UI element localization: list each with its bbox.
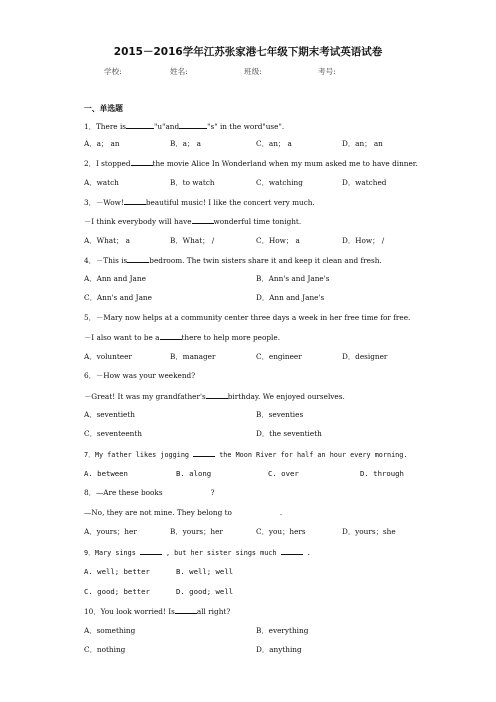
- answer-blank: [131, 158, 153, 166]
- name-label: 姓名:: [170, 67, 188, 76]
- q5-option-c: C．engineer: [256, 352, 302, 361]
- answer-blank: [124, 197, 146, 205]
- question-10: 10．You look worried! Is all right?: [84, 607, 231, 616]
- q1-option-d: D．an； an: [342, 139, 383, 148]
- q9-option-c: C. good; better: [84, 587, 150, 596]
- q3-option-b: B．What； /: [170, 236, 215, 245]
- question-7: 7．My father likes jogging the Moon River for half an hour every morning.: [84, 451, 408, 459]
- q7-option-b: B. along: [176, 469, 212, 478]
- q5-option-b: B．manager: [170, 352, 216, 361]
- q6-option-a: A．seventieth: [84, 410, 135, 419]
- q9-option-d: D. good; well: [176, 587, 234, 596]
- question-1: 1．There is "u"and "s" in the word"use".: [84, 122, 285, 131]
- q8-option-c: C．you；hers: [256, 527, 306, 536]
- q4-option-d: D．Ann and Jane's: [256, 293, 325, 302]
- answer-blank: [175, 606, 197, 614]
- q6-option-c: C．seventeenth: [84, 429, 142, 438]
- number-label: 考号:: [318, 67, 336, 76]
- q7-option-d: D. through: [360, 469, 404, 478]
- q3-option-a: A．What； a: [84, 236, 131, 245]
- answer-blank: [126, 121, 154, 129]
- answer-blank: [193, 449, 215, 457]
- q4-option-c: C．Ann's and Jane: [84, 293, 152, 302]
- q2-option-b: B．to watch: [170, 178, 215, 187]
- answer-blank: [192, 216, 214, 224]
- q1-option-a: A．a； an: [84, 139, 120, 148]
- q7-option-a: A. between: [84, 469, 128, 478]
- class-label: 班级:: [244, 67, 262, 76]
- q6-option-d: D．the seventieth: [256, 429, 322, 438]
- answer-blank: [179, 121, 207, 129]
- q10-option-a: A．something: [84, 626, 136, 635]
- q5-option-d: D．designer: [342, 352, 388, 361]
- page-title: 2015－2016学年江苏张家港七年级下期末考试英语试卷: [113, 46, 383, 58]
- q9-option-b: B. well; well: [176, 567, 234, 576]
- question-5-line2: －I also want to be a there to help more people.: [84, 333, 281, 342]
- q8-option-b: B．yours；her: [170, 527, 223, 536]
- question-6-line2: －Great! It was my grandfather's birthday. We enjoyed ourselves.: [84, 392, 345, 401]
- section-heading: 一、单选题: [84, 104, 123, 113]
- q2-option-a: A．watch: [84, 178, 119, 187]
- q1-option-b: B．a； a: [170, 139, 201, 148]
- question-8-line2: —No, they are not mine. They belong to .: [84, 508, 283, 517]
- q4-option-a: A．Ann and Jane: [84, 274, 146, 283]
- question-4: 4．－This is bedroom. The twin sisters share it and keep it clean and fresh.: [84, 256, 382, 265]
- answer-blank: [140, 547, 162, 555]
- answer-blank: [127, 255, 149, 263]
- q3-option-d: D．How； /: [342, 236, 385, 245]
- question-8-line1: 8．—Are these books ?: [84, 488, 215, 497]
- q7-option-c: C. over: [268, 469, 299, 478]
- answer-blank: [206, 391, 228, 399]
- q1-option-c: C．an； a: [256, 139, 292, 148]
- question-9: 9．Mary sings , but her sister sings much .: [84, 549, 311, 557]
- question-5-line1: 5．－Mary now helps at a community center three days a week in her free time for free.: [84, 313, 411, 322]
- q2-option-c: C．watching: [256, 178, 303, 187]
- question-6-line1: 6．－How was your weekend?: [84, 371, 196, 380]
- school-label: 学校:: [104, 67, 122, 76]
- question-3-line2: －I think everybody will have wonderful time tonight.: [84, 217, 302, 226]
- q8-option-d: D．yours；she: [342, 527, 396, 536]
- q9-option-a: A. well; better: [84, 567, 150, 576]
- answer-blank: [281, 547, 303, 555]
- q8-option-a: A．yours；her: [84, 527, 137, 536]
- q6-option-b: B．seventies: [256, 410, 304, 419]
- q10-option-b: B．everything: [256, 626, 309, 635]
- question-2: 2．I stopped the movie Alice In Wonderland when my mum asked me to have dinner.: [84, 159, 418, 168]
- question-3-line1: 3．－Wow! beautiful music! I like the concert very much.: [84, 198, 315, 207]
- answer-blank: [160, 332, 182, 340]
- q10-option-d: D．anything: [256, 645, 302, 654]
- q2-option-d: D．watched: [342, 178, 387, 187]
- q5-option-a: A．volunteer: [84, 352, 132, 361]
- q3-option-c: C．How； a: [256, 236, 300, 245]
- q10-option-c: C．nothing: [84, 645, 126, 654]
- q4-option-b: B．Ann's and Jane's: [256, 274, 330, 283]
